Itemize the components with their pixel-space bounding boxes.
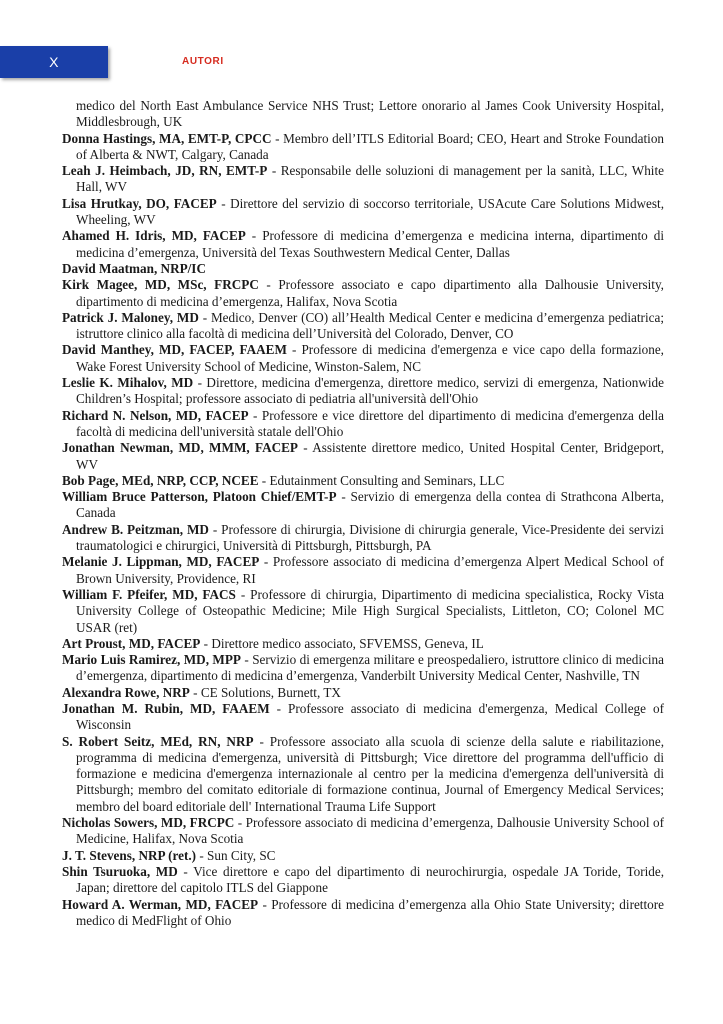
page-number-tab <box>0 46 108 78</box>
author-entry <box>62 636 664 652</box>
author-entry <box>62 375 664 408</box>
author-name: David Manthey, MD, FACEP, FAAEM <box>62 342 287 358</box>
author-name: William Bruce Patterson, Platoon Chief/EMT-P <box>62 489 337 505</box>
author-list <box>62 98 664 929</box>
author-name: Leah J. Heimbach, JD, RN, EMT-P <box>62 163 268 179</box>
author-description: - Professore di medicina d'emergenza e vice capo della formazione, Wake Forest University School of Medicine, Winston-Salem, NC <box>76 342 664 374</box>
author-description: - Direttore medico associato, SFVEMSS, Geneva, IL <box>200 635 484 651</box>
continued-entry: medico del North East Ambulance Service NHS Trust; Lettore onorario al James Cook University Hospital, Middlesbrough, UK <box>76 98 664 130</box>
author-description: - Professore di chirurgia, Dipartimento di medicina specialistica, Rocky Vista University College of Osteopathic Medicine; Mile High Surgical Specialists, Littleton, CO; Colonel MC USAR (ret) <box>76 586 665 635</box>
author-entry <box>62 196 664 229</box>
author-name: Jonathan Newman, MD, MMM, FACEP <box>62 440 298 456</box>
author-description: - Professore associato di medicina d'emergenza, Medical College of Wisconsin <box>76 700 664 733</box>
author-entry <box>62 228 664 261</box>
author-description: - Professore associato alla scuola di scienze della salute e riabilitazione, programma di medicina d'emergenza, università di Pittsburgh; Vice direttore del programma dell'ufficio di formazione e medicina d'emergenza internazionale al centro per la medicina d'emergenza dell'università di Pittsburgh; membro del comitato editoriale di formazione continua, Journal of Emergency Medical Services; membro del board editoriale dell' International Trauma Life Support <box>76 733 664 814</box>
author-description: - Membro dell’ITLS Editorial Board; CEO, Heart and Stroke Foundation of Alberta & NWT, Calgary, Canada <box>76 130 665 162</box>
author-description: - CE Solutions, Burnett, TX <box>189 684 341 700</box>
author-description: - Servizio di emergenza militare e preospedaliero, istruttore clinico di medicina d’emergenza, dipartimento di medicina d’emergenza, Vanderbilt University Medical Center, Nashville, TN <box>76 652 664 684</box>
author-name: Mario Luis Ramirez, MD, MPP <box>62 652 241 668</box>
author-entry <box>62 522 664 555</box>
author-entry <box>62 163 664 196</box>
author-entry <box>62 408 664 441</box>
author-entry <box>62 342 664 375</box>
section-title: AUTORI <box>182 56 224 67</box>
author-description: - Professore di medicina d’emergenza e medicina interna, dipartimento di medicina d’emergenza, Università del Texas Southwestern Medical Center, Dallas <box>76 228 664 260</box>
author-entry <box>62 277 664 310</box>
author-name: Ahamed H. Idris, MD, FACEP <box>62 228 246 244</box>
author-description: - Professore associato e capo dipartimento alla Dalhousie University, dipartimento di medicina d’emergenza, Halifax, Nova Scotia <box>76 277 664 309</box>
author-name: J. T. Stevens, NRP (ret.) <box>62 847 197 863</box>
author-entry <box>62 897 664 930</box>
author-description: - Medico, Denver (CO) all’Health Medical Center e medicina d’emergenza pediatrica; istruttore clinico alla facoltà di medicina dell’Università del Colorado, Denver, CO <box>76 309 664 342</box>
author-description: - Direttore, medicina d'emergenza, direttore medico, servizi di emergenza, Nationwide Children’s Hospital; professore associato di pediatria all'università dell'Ohio <box>76 375 664 407</box>
author-description: - Professore e vice direttore del dipartimento di medicina d'emergenza della facoltà di medicina dell'università statale dell'Ohio <box>76 407 664 439</box>
author-name: Donna Hastings, MA, EMT-P, CPCC <box>62 130 272 146</box>
author-name: Richard N. Nelson, MD, FACEP <box>62 407 249 423</box>
author-name: Bob Page, MEd, NRP, CCP, NCEE <box>62 472 259 488</box>
author-name: Patrick J. Maloney, MD <box>62 309 199 325</box>
author-entry <box>62 131 664 164</box>
author-name: William F. Pfeifer, MD, FACS <box>62 586 236 602</box>
author-entry <box>62 261 664 277</box>
author-description: - Direttore del servizio di soccorso territoriale, USAcute Care Solutions Midwest, Wheeling, WV <box>76 195 665 228</box>
author-name: Leslie K. Mihalov, MD <box>62 375 194 391</box>
author-entry <box>62 701 664 734</box>
author-name: Art Proust, MD, FACEP <box>62 635 201 651</box>
author-description: - Servizio di emergenza della contea di Strathcona Alberta, Canada <box>76 489 664 521</box>
author-name: Howard A. Werman, MD, FACEP <box>62 896 259 912</box>
author-description: - Assistente direttore medico, United Hospital Center, Bridgeport, WV <box>76 440 664 472</box>
author-entry <box>62 489 664 522</box>
author-name: Andrew B. Peitzman, MD <box>62 521 209 537</box>
author-description: - Vice direttore e capo del dipartimento di neurochirurgia, ospedale JA Toride, Toride, Japan; direttore del capitolo ITLS del Giappone <box>76 863 664 896</box>
author-entry <box>62 440 664 473</box>
author-description: - Professore di medicina d’emergenza alla Ohio State University; direttore medico di MedFlight of Ohio <box>76 896 664 928</box>
page-number: X <box>49 54 59 70</box>
author-description: - Sun City, SC <box>196 847 276 863</box>
author-entry <box>62 815 664 848</box>
author-entry <box>62 734 664 815</box>
author-name: S. Robert Seitz, MEd, RN, NRP <box>62 733 254 749</box>
author-entry <box>62 473 664 489</box>
author-entry <box>62 685 664 701</box>
author-entry <box>62 652 664 685</box>
author-name: Nicholas Sowers, MD, FRCPC <box>62 815 235 831</box>
author-name: Jonathan M. Rubin, MD, FAAEM <box>62 700 270 716</box>
author-description: - Edutainment Consulting and Seminars, LLC <box>258 472 505 488</box>
author-name: Melanie J. Lippman, MD, FACEP <box>62 554 260 570</box>
author-description: - Professore di chirurgia, Divisione di chirurgia generale, Vice-Presidente dei servizi traumatologici e chirurgici, Università di Pittsburgh, Pittsburgh, PA <box>76 521 665 554</box>
author-name: Lisa Hrutkay, DO, FACEP <box>62 195 217 211</box>
author-description: - Responsabile delle soluzioni di management per la sanità, LLC, White Hall, WV <box>76 163 664 195</box>
author-entry <box>62 864 664 897</box>
author-name: Alexandra Rowe, NRP <box>62 684 190 700</box>
entry-list <box>62 131 664 930</box>
author-description: - Professore associato di medicina d’emergenza, Dalhousie University School of Medicine, Halifax, Nova Scotia <box>76 815 664 847</box>
author-description: - Professore associato di medicina d’emergenza Alpert Medical School of Brown University, Providence, RI <box>76 554 664 586</box>
author-entry <box>62 554 664 587</box>
author-entry <box>62 310 664 343</box>
author-name: David Maatman, NRP/IC <box>62 260 206 276</box>
author-name: Kirk Magee, MD, MSc, FRCPC <box>62 277 259 293</box>
author-entry <box>62 848 664 864</box>
author-name: Shin Tsuruoka, MD <box>62 863 178 879</box>
author-entry <box>62 587 664 636</box>
